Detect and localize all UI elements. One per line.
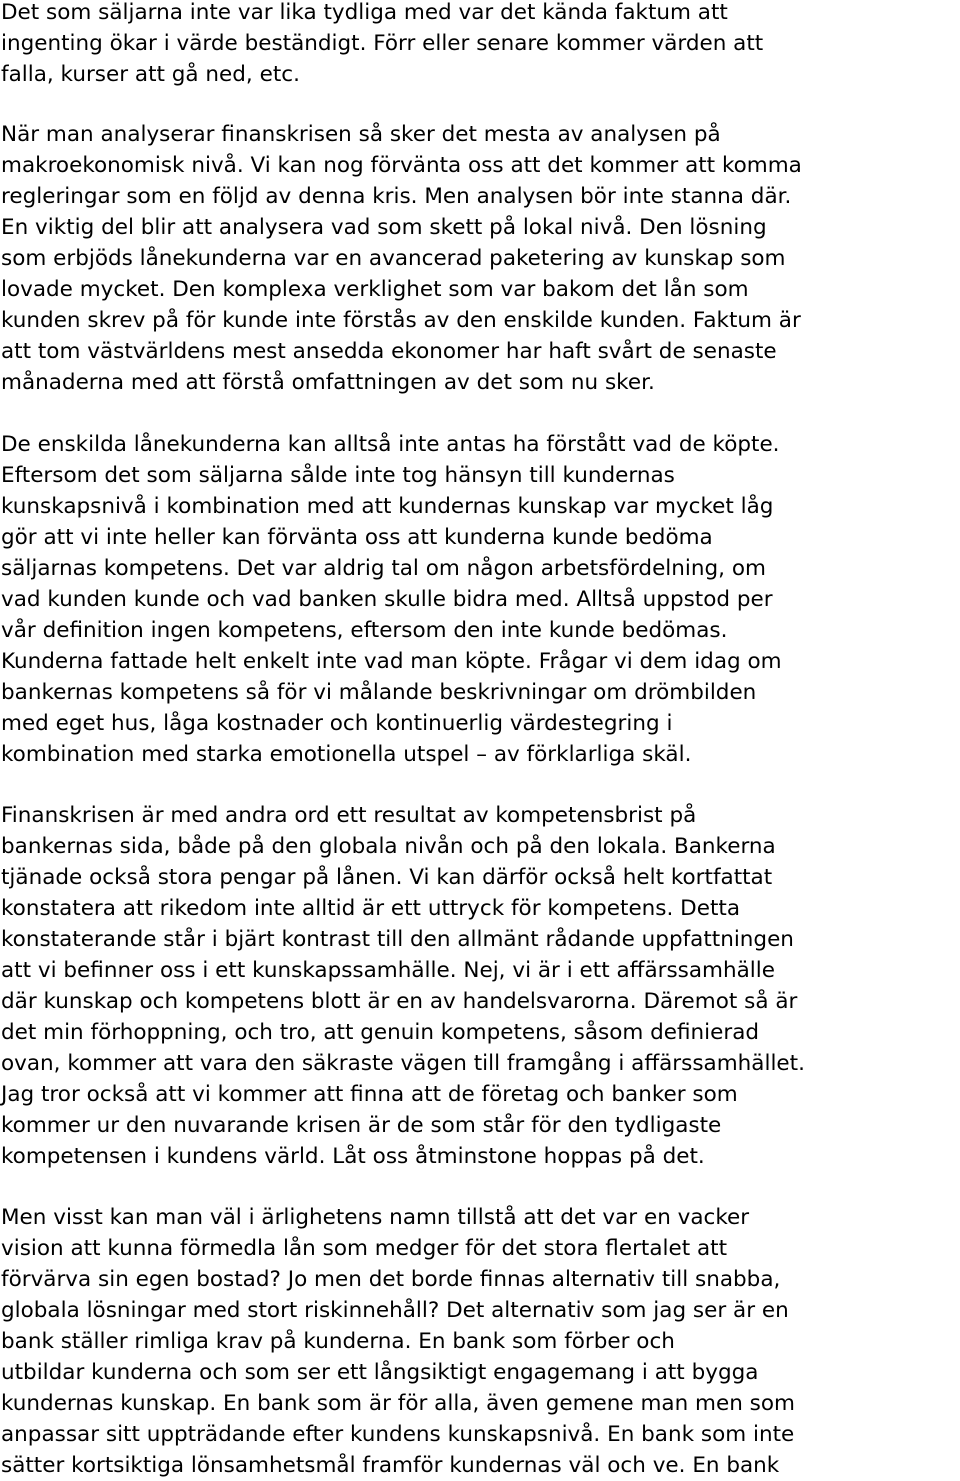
text-line: Eftersom det som säljarna sålde inte tog hänsyn till kundernas [1,463,675,488]
text-line: De enskilda lånekunderna kan alltså inte antas ha förstått vad de köpte. [1,432,780,457]
text-line: ovan, kommer att vara den säkraste vägen till framgång i affärssamhället. [1,1051,805,1076]
text-line: En viktig del blir att analysera vad som skett på lokal nivå. Den lösning [1,215,767,240]
text-line: Finanskrisen är med andra ord ett resultat av kompetensbrist på [1,803,697,828]
text-line: globala lösningar med stort riskinnehåll? Det alternativ som jag ser är en [1,1298,789,1323]
text-line: sätter kortsiktiga lönsamhetsmål framför kundernas väl och ve. En bank [1,1453,780,1478]
text-line: konstaterande står i bjärt kontrast till den allmänt rådande uppfattningen [1,927,794,952]
text-line: kombination med starka emotionella utspel – av förklarliga skäl. [1,742,692,767]
text-line: konstatera att rikedom inte alltid är ett uttryck för kompetens. Detta [1,896,740,921]
text-line: att vi befinner oss i ett kunskapssamhälle. Nej, vi är i ett affärssamhälle [1,958,775,983]
text-line: säljarnas kompetens. Det var aldrig tal om någon arbetsfördelning, om [1,556,766,581]
text-line: förvärva sin egen bostad? Jo men det borde finnas alternativ till snabba, [1,1267,781,1292]
paragraph [1,429,782,770]
text-line: att tom västvärldens mest ansedda ekonomer har haft svårt de senaste [1,339,777,364]
text-line: det min förhoppning, och tro, att genuin kompetens, såsom definierad [1,1020,760,1045]
text-line: vad kunden kunde och vad banken skulle bidra med. Alltså uppstod per [1,587,773,612]
text-line: vår definition ingen kompetens, eftersom den inte kunde bedömas. [1,618,728,643]
text-line: ingenting ökar i värde beständigt. Förr eller senare kommer värden att [1,31,764,56]
text-line: lovade mycket. Den komplexa verklighet som var bakom det lån som [1,277,749,302]
text-line: bankernas kompetens så för vi målande beskrivningar om drömbilden [1,680,757,705]
text-line: Kunderna fattade helt enkelt inte vad man köpte. Frågar vi dem idag om [1,649,782,674]
text-line: bank ställer rimliga krav på kunderna. En bank som förber och [1,1329,675,1354]
text-line: Men visst kan man väl i ärlighetens namn tillstå att det var en vacker [1,1205,750,1230]
text-line: där kunskap och kompetens blott är en av handelsvarorna. Däremot så är [1,989,798,1014]
text-line: kompetensen i kundens värld. Låt oss åtminstone hoppas på det. [1,1144,705,1169]
text-line: Jag tror också att vi kommer att finna att de företag och banker som [1,1082,738,1107]
text-line: kundernas kunskap. En bank som är för alla, även gemene man men som [1,1391,795,1416]
text-line: kunskapsnivå i kombination med att kundernas kunskap var mycket låg [1,494,774,519]
paragraph [1,119,802,398]
paragraph [1,800,805,1172]
text-line: makroekonomisk nivå. Vi kan nog förvänta oss att det kommer att komma [1,153,802,178]
text-line: bankernas sida, både på den globala nivån och på den lokala. Bankerna [1,834,776,859]
text-line: kommer ur den nuvarande krisen är de som står för den tydligaste [1,1113,722,1138]
text-line: kunden skrev på för kunde inte förstås av den enskilde kunden. Faktum är [1,308,801,333]
text-line: tjänade också stora pengar på lånen. Vi kan därför också helt kortfattat [1,865,773,890]
text-line: vision att kunna förmedla lån som medger för det stora flertalet att [1,1236,728,1261]
text-line: anpassar sitt uppträdande efter kundens kunskapsnivå. En bank som inte [1,1422,795,1447]
text-line: Det som säljarna inte var lika tydliga med var det kända faktum att [1,0,728,25]
text-line: gör att vi inte heller kan förvänta oss att kunderna kunde bedöma [1,525,713,550]
text-line: som erbjöds lånekunderna var en avancerad paketering av kunskap som [1,246,786,271]
text-line: regleringar som en följd av denna kris. Men analysen bör inte stanna där. [1,184,792,209]
text-line: falla, kurser att gå ned, etc. [1,62,300,87]
text-line: med eget hus, låga kostnader och kontinuerlig värdestegring i [1,711,673,736]
paragraph [1,0,763,90]
text-line: utbildar kunderna och som ser ett långsiktigt engagemang i att bygga [1,1360,759,1385]
paragraph [1,1202,795,1481]
text-line: När man analyserar finanskrisen så sker det mesta av analysen på [1,122,721,147]
text-line: månaderna med att förstå omfattningen av det som nu sker. [1,370,655,395]
